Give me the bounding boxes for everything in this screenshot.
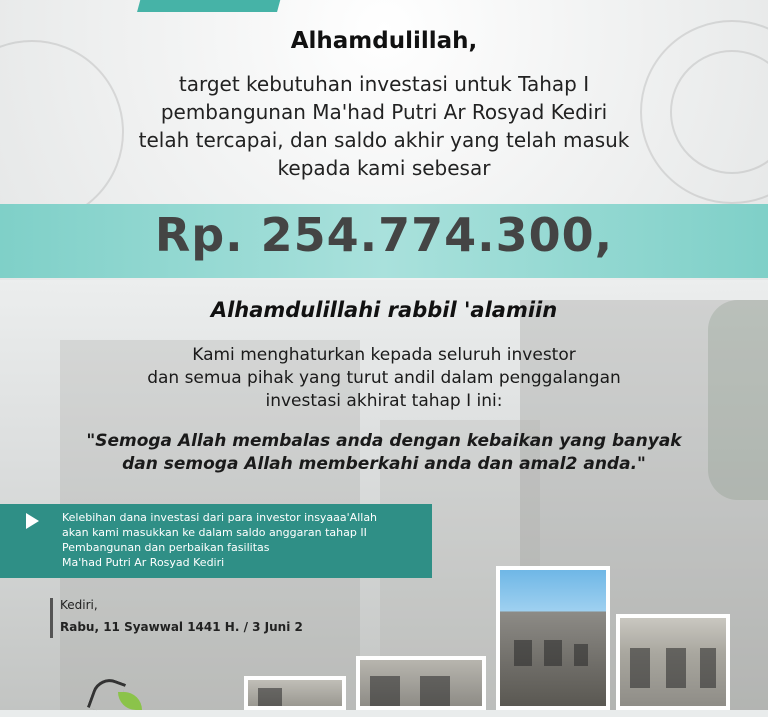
construction-photo-1 [496,566,610,710]
dateline-date: Rabu, 11 Syawwal 1441 H. / 3 Juni 2 [60,620,303,634]
play-arrow-icon [26,513,39,529]
note-line: akan kami masukkan ke dalam saldo anggaran tahap II [62,526,367,539]
amount-value: Rp. 254.774.300, [154,208,614,262]
note-text [62,510,428,570]
dateline-bar [50,598,53,638]
note-line: Ma'had Putri Ar Rosyad Kediri [62,556,225,569]
intro-line: target kebutuhan investasi untuk Tahap I [178,72,590,96]
prayer-text [0,430,768,476]
alhamdulillah-line: Alhamdulillahi rabbil 'alamiin [210,298,558,322]
construction-photo-4 [244,676,346,710]
prayer-line: dan semoga Allah memberkahi anda dan amal2 anda." [122,454,646,474]
construction-photo-2 [616,614,730,710]
note-line: Kelebihan dana investasi dari para investor insyaaa'Allah [62,511,378,524]
intro-line: kepada kami sebesar [277,156,491,180]
thanks-line: investasi akhirat tahap I ini: [265,391,503,411]
intro-text [0,70,768,182]
heading: Alhamdulillah, [290,28,478,54]
intro-line: telah tercapai, dan saldo akhir yang telah masuk [138,128,630,152]
prayer-line: "Semoga Allah membalas anda dengan kebaikan yang banyak [86,431,682,451]
thanks-text [0,344,768,413]
construction-photo-3 [356,656,486,710]
note-line: Pembangunan dan perbaikan fasilitas [62,541,270,554]
dateline-place: Kediri, [60,598,98,612]
accent-tag [137,0,283,12]
intro-line: pembangunan Ma'had Putri Ar Rosyad Kediri [160,100,608,124]
thanks-line: Kami menghaturkan kepada seluruh investor [192,345,576,365]
thanks-line: dan semua pihak yang turut andil dalam penggalangan [147,368,621,388]
